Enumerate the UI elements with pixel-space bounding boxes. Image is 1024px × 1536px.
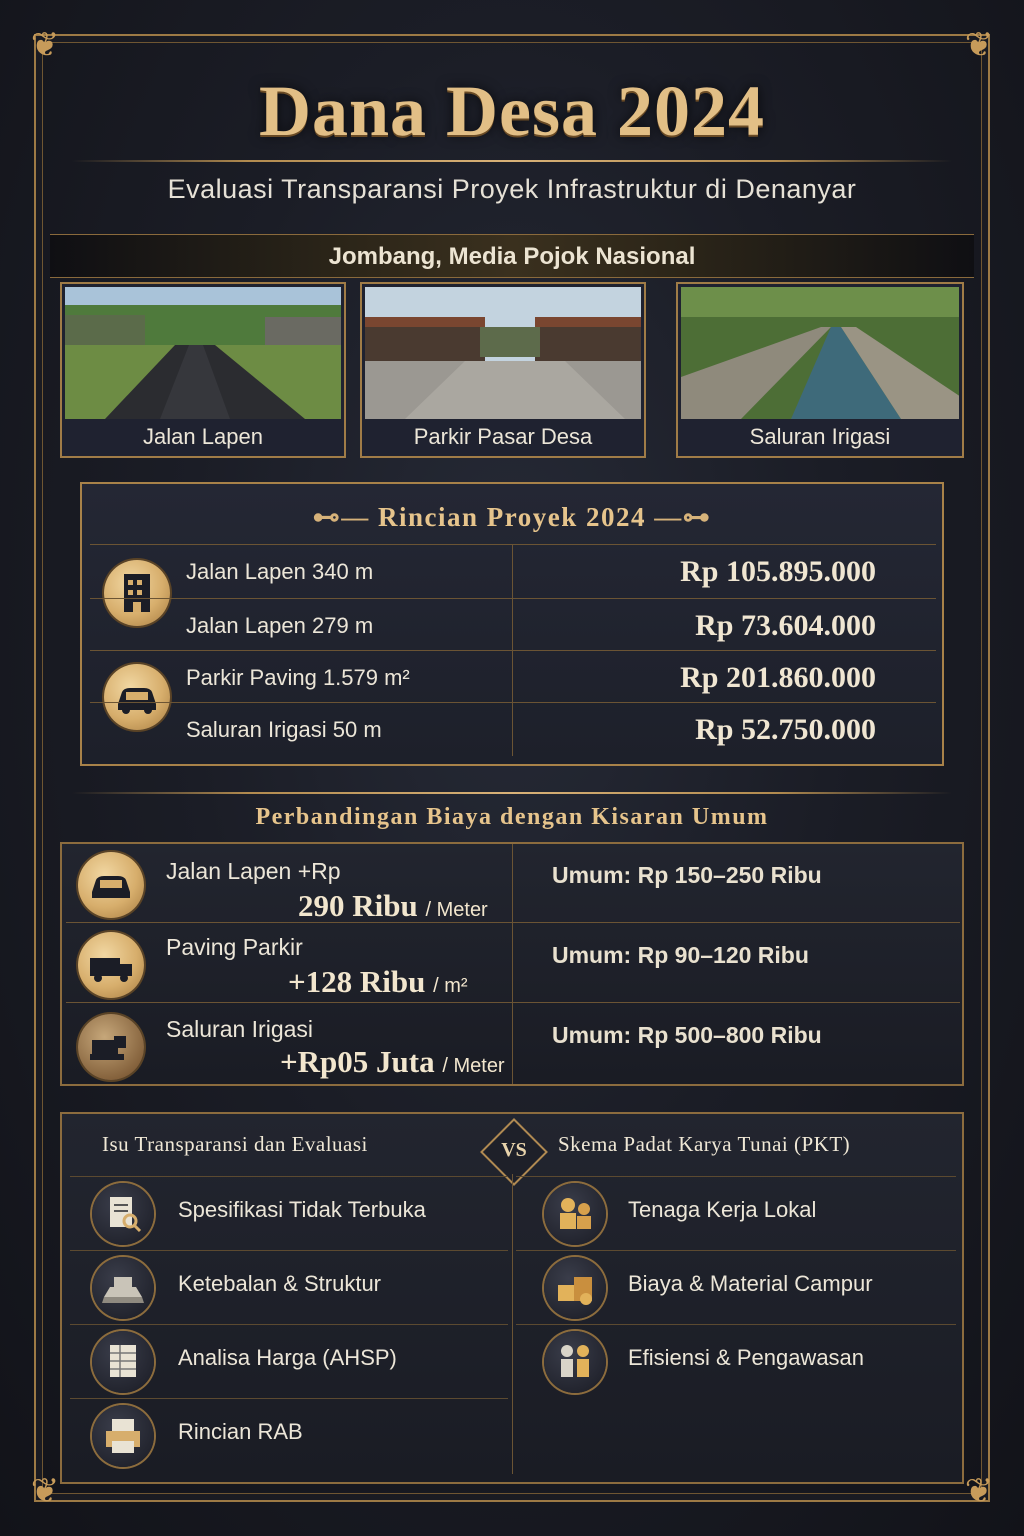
comparison-name: Paving Parkir	[166, 934, 303, 960]
comparison-row	[66, 1006, 960, 1082]
workers-icon	[544, 1183, 606, 1245]
document-search-icon	[92, 1183, 154, 1245]
list-item	[70, 1398, 508, 1471]
project-amount: Rp 201.860.000	[680, 661, 876, 694]
list-item	[516, 1250, 956, 1323]
spreadsheet-icon	[92, 1331, 154, 1393]
irrigation-photo	[681, 287, 959, 419]
market-parking-photo	[365, 287, 641, 419]
photo-label: Saluran Irigasi	[749, 424, 891, 449]
project-amount: Rp 105.895.000	[680, 555, 876, 588]
project-details-title: ⊷— Rincian Proyek 2024 —⊶	[312, 502, 712, 532]
printer-icon	[92, 1405, 154, 1467]
project-details-panel	[80, 482, 944, 766]
source-banner-text: Jombang, Media Pojok Nasional	[328, 243, 696, 270]
comparison-row	[66, 926, 960, 1003]
ornament-right-icon: —⊶	[654, 502, 712, 532]
issues-left-title: Isu Transparansi dan Evaluasi	[102, 1132, 368, 1156]
pkt-label: Tenaga Kerja Lokal	[628, 1197, 817, 1222]
list-item	[70, 1250, 508, 1323]
issue-label: Spesifikasi Tidak Terbuka	[178, 1197, 426, 1222]
comparison-delta: 290 Ribu / Meter	[298, 888, 488, 923]
page-title: Dana Desa 2024	[258, 71, 765, 151]
issues-panel	[60, 1112, 964, 1484]
project-name: Saluran Irigasi 50 m	[186, 717, 382, 742]
excavator-icon	[78, 1014, 144, 1080]
comparison-title: Perbandingan Biaya dengan Kisaran Umum	[255, 804, 769, 830]
divider	[72, 160, 952, 162]
list-item	[516, 1324, 956, 1397]
photo-label: Parkir Pasar Desa	[413, 424, 593, 449]
project-name: Parkir Paving 1.579 m²	[186, 665, 410, 690]
column-divider	[512, 1174, 513, 1474]
comparison-name: Jalan Lapen +Rp	[166, 858, 341, 884]
ornament-left-icon: ⊷—	[312, 502, 370, 532]
source-banner	[50, 234, 974, 278]
road-layer-icon	[92, 1257, 154, 1319]
table-row	[90, 598, 936, 651]
divider	[72, 792, 952, 794]
vs-label: VS	[501, 1139, 527, 1161]
issue-label: Analisa Harga (AHSP)	[178, 1345, 397, 1370]
project-amount: Rp 73.604.000	[695, 609, 876, 642]
page-subtitle: Evaluasi Transparansi Proyek Infrastruktur di Denanyar	[167, 174, 857, 204]
project-amount: Rp 52.750.000	[695, 713, 876, 746]
table-row	[90, 650, 936, 703]
corner-ornament-icon: ❦	[30, 1471, 60, 1511]
corner-ornament-icon: ❦	[964, 1471, 994, 1511]
table-row	[90, 544, 936, 597]
list-item	[70, 1176, 508, 1249]
table-row	[90, 702, 936, 755]
comparison-row	[66, 846, 960, 923]
supervisors-icon	[544, 1331, 606, 1393]
photo-card-saluran-irigasi	[676, 282, 964, 458]
pkt-label: Biaya & Material Campur	[628, 1271, 873, 1296]
pkt-label: Efisiensi & Pengawasan	[628, 1345, 865, 1370]
car-icon	[78, 852, 144, 918]
comparison-umum: Umum: Rp 500–800 Ribu	[552, 1022, 822, 1048]
issue-label: Ketebalan & Struktur	[178, 1271, 382, 1296]
comparison-umum: Umum: Rp 150–250 Ribu	[552, 862, 822, 888]
project-name: Jalan Lapen 279 m	[186, 613, 374, 638]
list-item	[70, 1324, 508, 1397]
comparison-delta: +128 Ribu / m²	[288, 964, 468, 999]
list-item	[516, 1176, 956, 1249]
road-photo	[65, 287, 341, 419]
photo-card-jalan-lapen	[60, 282, 346, 458]
comparison-name: Saluran Irigasi	[166, 1016, 314, 1042]
cost-comparison-panel	[60, 842, 964, 1086]
corner-ornament-icon: ❦	[964, 25, 994, 65]
issue-label: Rincian RAB	[178, 1419, 303, 1444]
photo-card-parkir-pasar	[360, 282, 646, 458]
comparison-delta: +Rp05 Juta / Meter	[280, 1044, 505, 1079]
comparison-umum: Umum: Rp 90–120 Ribu	[552, 942, 809, 968]
materials-icon	[544, 1257, 606, 1319]
project-name: Jalan Lapen 340 m	[186, 559, 374, 584]
photo-label: Jalan Lapen	[143, 424, 263, 449]
truck-icon	[78, 932, 144, 998]
issues-right-title: Skema Padat Karya Tunai (PKT)	[558, 1132, 851, 1156]
corner-ornament-icon: ❦	[30, 25, 60, 65]
